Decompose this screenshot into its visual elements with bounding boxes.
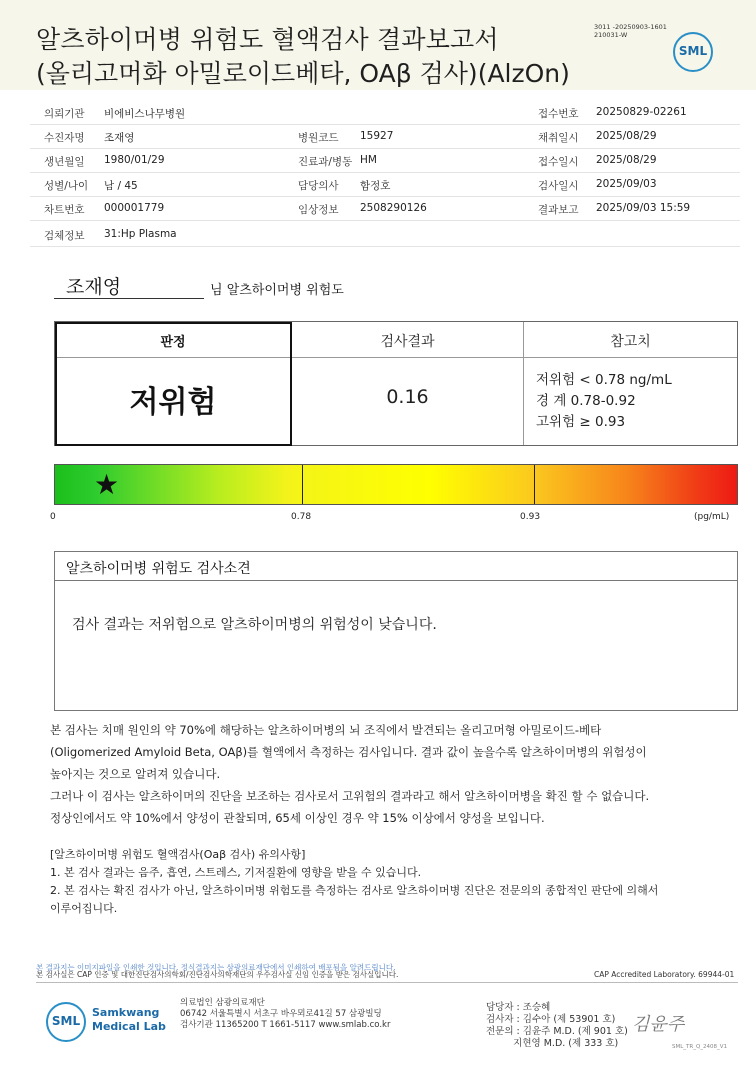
axis-label-0: 0 (50, 512, 56, 522)
info-row (30, 172, 740, 197)
header-reference: 참고치 (610, 334, 651, 350)
info-label: 검사일시 (538, 180, 579, 192)
reference-ranges (536, 370, 672, 433)
info-label: 수진자명 (44, 132, 85, 144)
description-line: 본 검사는 치매 원인의 약 70%에 해당하는 알츠하이머병의 뇌 조직에서 발견되는 올리고머형 아밀로이드-베타 (50, 723, 602, 737)
info-row (30, 124, 740, 149)
reference-low: 저위험 < 0.78 ng/mL (536, 372, 672, 388)
info-label: 의뢰기관 (44, 108, 85, 120)
info-label: 결과보고 (538, 204, 579, 216)
info-label: 접수번호 (538, 108, 579, 120)
info-value: 31:Hp Plasma (104, 228, 177, 240)
comment-title: 알츠하이머병 위험도 검사소견 (66, 561, 251, 577)
description-line: (Oligomerized Amyloid Beta, OAβ)를 혈액에서 측정하는 검사입니다. 결과 값이 높을수록 알츠하이머병의 위험성이 (50, 745, 647, 759)
form-code: SML_TR_Q_2408_V1 (672, 1044, 728, 1050)
info-value: 2025/09/03 15:59 (596, 202, 691, 214)
patient-name: 조재영 (66, 276, 122, 298)
address-line: 검사기관 11365200 T 1661-5117 www.smlab.co.kr (180, 1020, 391, 1030)
info-value: 20250829-02261 (596, 106, 687, 118)
sml-logo-text: SML (678, 44, 708, 58)
description-line: 정상인에서도 약 10%에서 양성이 관찰되며, 65세 이상인 경우 약 15% 이상에서 양성을 보입니다. (50, 811, 545, 825)
lab-name (92, 1006, 166, 1034)
info-row (30, 148, 740, 173)
info-value: 2508290126 (360, 202, 427, 214)
info-value: 2025/08/29 (596, 130, 657, 142)
lab-name-line2: Medical Lab (92, 1020, 166, 1033)
info-value: 조재영 (104, 132, 135, 144)
info-label: 차트번호 (44, 204, 85, 216)
staff-line: 담당자 : 조승혜 (486, 1002, 551, 1013)
result-table (54, 321, 738, 446)
doc-code (594, 23, 667, 39)
reference-high: 고위험 ≥ 0.93 (536, 414, 626, 430)
note-item: 2. 본 검사는 확진 검사가 아닌, 알츠하이머병 위험도를 측정하는 검사로 알츠하이머병 진단은 전문의의 종합적인 판단에 의해서 (50, 884, 659, 897)
address-line: 06742 서울특별시 서초구 바우뫼로41길 57 삼광빌딩 (180, 1009, 382, 1019)
note-item: 1. 본 검사 결과는 음주, 흡연, 스트레스, 기저질환에 영향을 받을 수 있습니다. (50, 866, 422, 879)
info-label: 임상정보 (298, 204, 339, 216)
star-icon: ★ (94, 468, 120, 501)
staff-list (486, 1002, 628, 1050)
info-value: 15927 (360, 130, 394, 142)
info-label: 진료과/병동 (298, 156, 353, 168)
staff-line: 전문의 : 김윤주 M.D. (제 901 호) (486, 1026, 628, 1037)
info-label: 담당의사 (298, 180, 339, 192)
notes-title: [알츠하이머병 위험도 혈액검사(Oaβ 검사) 유의사항] (50, 848, 306, 861)
info-row (30, 222, 740, 247)
info-value: HM (360, 154, 377, 166)
header-judgment: 판정 (160, 335, 186, 350)
patient-risk-heading: 님 알츠하이머병 위험도 (210, 283, 344, 298)
info-label: 병원코드 (298, 132, 339, 144)
staff-line: 검사자 : 김수아 (제 53901 호) (486, 1014, 616, 1025)
reference-borderline: 경 계 0.78-0.92 (536, 393, 636, 409)
header-result: 검사결과 (380, 334, 435, 350)
info-row (30, 196, 740, 221)
comment-text: 검사 결과는 저위험으로 알츠하이머병의 위험성이 낮습니다. (72, 617, 437, 633)
doc-code-line2: 210031-W (594, 31, 628, 39)
report-title-line2: (올리고머화 아밀로이드베타, OAβ 검사)(AlzOn) (36, 59, 570, 88)
judgment-value: 저위험 (129, 385, 217, 420)
info-label: 검체정보 (44, 230, 85, 242)
axis-label-0.93: 0.93 (520, 512, 541, 522)
patient-name-underline (54, 298, 204, 299)
risk-gradient-bar (54, 464, 738, 505)
description-line: 그러나 이 검사는 알츠하이머의 진단을 보조하는 검사로서 고위험의 결과라고 해서 알츠하이머병을 확진 할 수 없습니다. (50, 789, 650, 803)
staff-line: 지현영 M.D. (제 333 호) (486, 1038, 619, 1049)
lab-address (180, 998, 390, 1031)
cap-accreditation: CAP Accredited Laboratory. 69944-01 (594, 970, 735, 979)
note-item: 이루어집니다. (50, 902, 118, 915)
info-value: 비에비스나무병원 (104, 108, 186, 120)
info-value: 000001779 (104, 202, 165, 214)
info-value: 1980/01/29 (104, 154, 165, 166)
result-value: 0.16 (386, 386, 429, 408)
threshold-tick-low (302, 465, 303, 504)
description-line: 높아지는 것으로 알려져 있습니다. (50, 767, 221, 781)
accreditation-notice: 본 검사실은 CAP 인증 및 대한진단검사의학회/진단검사의학재단의 우수검사실 신임 인증을 받은 검사실입니다. (36, 970, 399, 979)
report-title-line1: 알츠하이머병 위험도 혈액검사 결과보고서 (36, 25, 499, 54)
info-value: 2025/09/03 (596, 178, 657, 190)
info-row (30, 100, 740, 125)
info-label: 접수일시 (538, 156, 579, 168)
threshold-tick-high (534, 465, 535, 504)
samkwang-logo-text: SML (51, 1014, 81, 1028)
print-notice: 본 결과지는 이미지파일을 인쇄한 것입니다. 정식결과지는 삼광의료재단에서 인쇄하여 배포됨을 알려드립니다. (36, 963, 396, 972)
info-label: 채취일시 (538, 132, 579, 144)
doc-code-line1: 3011 -20250903-1601 (594, 23, 667, 31)
axis-unit-label: (pg/mL) (694, 512, 730, 522)
info-value: 남 / 45 (104, 180, 138, 192)
signature: 김윤주 (632, 1014, 685, 1035)
lab-name-line1: Samkwang (92, 1006, 160, 1019)
address-line: 의료법인 삼광의료재단 (180, 998, 265, 1008)
info-value: 2025/08/29 (596, 154, 657, 166)
axis-label-0.78: 0.78 (291, 512, 312, 522)
info-label: 성별/나이 (44, 180, 89, 192)
footer-divider (36, 982, 738, 983)
info-value: 함정호 (360, 180, 391, 192)
info-label: 생년월일 (44, 156, 85, 168)
